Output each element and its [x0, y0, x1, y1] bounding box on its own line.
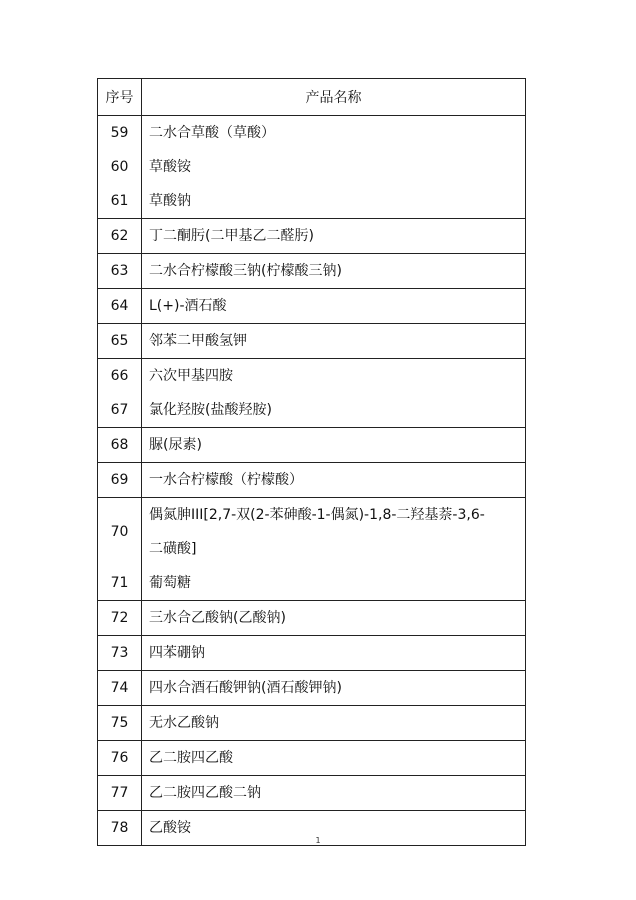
product-name-71: 葡萄糖	[149, 575, 191, 591]
seq-62: 62	[98, 219, 142, 254]
product-table-container	[97, 78, 525, 846]
seq-cell	[98, 359, 142, 428]
table-row-group	[98, 359, 526, 428]
seq-65: 65	[98, 324, 142, 359]
name-cell	[142, 359, 526, 428]
header-product-name: 产品名称	[142, 79, 526, 116]
product-name-70-line2: 二磺酸]	[149, 541, 197, 557]
product-name-73	[142, 636, 526, 671]
header-seq: 序号	[98, 79, 142, 116]
table-row	[98, 219, 526, 254]
product-name-62-text: 丁二酮肟(二甲基乙二醛肟)	[149, 228, 314, 244]
product-name-78-text: 乙酸铵	[149, 820, 191, 836]
product-name-72	[142, 601, 526, 636]
seq-64: 64	[98, 289, 142, 324]
seq-73: 73	[98, 636, 142, 671]
product-name-77-text: 乙二胺四乙酸二钠	[149, 785, 261, 801]
product-name-64-text: L(+)-酒石酸	[149, 298, 227, 314]
product-name-75-text: 无水乙酸钠	[149, 715, 219, 731]
seq-cell	[98, 498, 142, 601]
product-name-73-text: 四苯硼钠	[149, 645, 205, 661]
product-name-77	[142, 776, 526, 811]
seq-60: 60	[110, 159, 129, 175]
seq-77: 77	[98, 776, 142, 811]
seq-cell	[98, 116, 142, 219]
product-name-75	[142, 706, 526, 741]
table-row-group	[98, 116, 526, 219]
table-row	[98, 428, 526, 463]
table-row	[98, 324, 526, 359]
product-name-68	[142, 428, 526, 463]
product-name-60: 草酸铵	[149, 159, 191, 175]
product-name-76-text: 乙二胺四乙酸	[149, 750, 233, 766]
product-name-69-text: 一水合柠檬酸（柠檬酸）	[149, 472, 303, 488]
table-header-row	[98, 79, 526, 116]
table-row	[98, 636, 526, 671]
table-row	[98, 254, 526, 289]
seq-70: 70	[110, 524, 129, 540]
table-row	[98, 671, 526, 706]
product-name-61: 草酸钠	[149, 193, 191, 209]
product-name-63	[142, 254, 526, 289]
seq-74: 74	[98, 671, 142, 706]
seq-76: 76	[98, 741, 142, 776]
name-cell	[142, 498, 526, 601]
product-name-72-text: 三水合乙酸钠(乙酸钠)	[149, 610, 286, 626]
seq-67: 67	[110, 402, 129, 418]
seq-78: 78	[98, 811, 142, 846]
product-name-76	[142, 741, 526, 776]
product-name-66: 六次甲基四胺	[149, 368, 233, 384]
table-row	[98, 463, 526, 498]
product-name-74-text: 四水合酒石酸钾钠(酒石酸钾钠)	[149, 680, 342, 696]
product-name-64	[142, 289, 526, 324]
product-name-59: 二水合草酸（草酸）	[149, 125, 275, 141]
table-row	[98, 601, 526, 636]
page-number: 1	[315, 836, 321, 845]
seq-69: 69	[98, 463, 142, 498]
product-name-70-line1: 偶氮胂III[2,7-双(2-苯砷酸-1-偶氮)-1,8-二羟基萘-3,6-	[149, 507, 485, 523]
seq-71: 71	[110, 575, 129, 591]
table-row	[98, 741, 526, 776]
seq-72: 72	[98, 601, 142, 636]
product-name-63-text: 二水合柠檬酸三钠(柠檬酸三钠)	[149, 263, 342, 279]
product-name-74	[142, 671, 526, 706]
product-name-68-text: 脲(尿素)	[149, 437, 202, 453]
product-table	[97, 78, 526, 846]
name-cell	[142, 116, 526, 219]
product-name-65-text: 邻苯二甲酸氢钾	[149, 333, 247, 349]
seq-61: 61	[110, 193, 129, 209]
table-row	[98, 776, 526, 811]
seq-63: 63	[98, 254, 142, 289]
seq-75: 75	[98, 706, 142, 741]
seq-66: 66	[110, 368, 129, 384]
product-name-67: 氯化羟胺(盐酸羟胺)	[149, 402, 272, 418]
table-row-group	[98, 498, 526, 601]
table-row	[98, 706, 526, 741]
seq-59: 59	[110, 125, 129, 141]
seq-68: 68	[98, 428, 142, 463]
product-name-65	[142, 324, 526, 359]
table-row	[98, 289, 526, 324]
product-name-62	[142, 219, 526, 254]
product-name-69	[142, 463, 526, 498]
